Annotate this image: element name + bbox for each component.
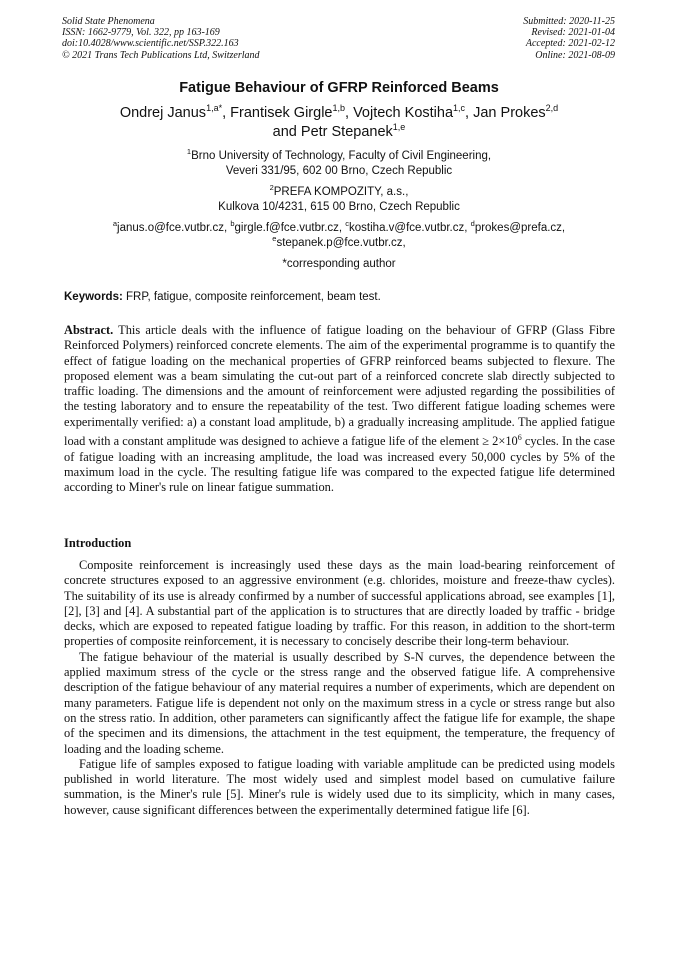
journal-name: Solid State Phenomena [62, 16, 155, 27]
author-name: and Petr Stepanek [272, 124, 393, 140]
abstract-paragraph [64, 323, 615, 495]
abstract-text-continued: cycles. In the case of fatigue loading with an increasing amplitude, the load was increased every 50,000 cycles by 5% of the maximum load in the cycle. The resulting fatigue life was compared to the expected fatigue life determined according to Miner's rule on linear fatigue summation. [64, 434, 615, 495]
author-list [40, 104, 638, 142]
author-separator: , [345, 105, 354, 121]
email-mark: a [112, 219, 118, 229]
affiliation-mark: 2 [269, 183, 274, 193]
affiliation-2 [40, 185, 638, 215]
paper-title: Fatigue Behaviour of GFRP Reinforced Beams [179, 80, 499, 96]
author-affiliation-mark: 1,b [332, 103, 345, 114]
keywords-text: FRP, fatigue, composite reinforcement, beam test. [122, 291, 381, 303]
author-name: Vojtech Kostiha [353, 105, 454, 121]
author-name: Jan Prokes [473, 105, 546, 121]
email-link[interactable]: prokes@prefa.cz, [474, 222, 566, 234]
issn-line: ISSN: 1662-9779, Vol. 322, pp 163-169 [62, 27, 220, 39]
copyright-line: © 2021 Trans Tech Publications Ltd, Switzerland [62, 49, 260, 61]
author-affiliation-mark: 1,c [453, 103, 466, 114]
email-link[interactable]: girgle.f@fce.vutbr.cz, [234, 222, 346, 234]
introduction-heading: Introduction [64, 536, 132, 550]
affiliation-address: Veveri 331/95, 602 00 Brno, Czech Republic [225, 165, 453, 177]
author-name: Ondrej Janus [119, 105, 207, 121]
abstract-text: This article deals with the influence of fatigue loading on the behaviour of GFRP (Glass Fibre Reinforced Polymers) reinforced concrete elements. The aim of the experimental programme is to quantify the effect of fatigue loading on the mechanical properties of GFRP reinforced beams subjected to flexure. The proposed element was a beam simulating the cut-out part of a reinforced concrete slab directly subjected to traffic loading. The dimensions and the amount of reinforcement were adjusted regarding the possibilities of the testing laboratory and to ensure the repeatability of the test. Two different fatigue loading schemes were experimentally verified: a) a constant load amplitude, b) a gradually increasing amplitude. The applied fatigue load with a constant amplitude was designed to achieve a fatigue life of the element ≥ 2×10 [64, 323, 615, 449]
journal-header [62, 16, 260, 61]
affiliation-1 [40, 149, 638, 179]
affiliation-address: Kulkova 10/4231, 615 00 Brno, Czech Republic [218, 201, 460, 213]
revised-date: Revised: 2021-01-04 [531, 27, 615, 39]
author-affiliation-mark: 2,d [545, 103, 559, 114]
author-affiliation-mark: 1,e [392, 122, 406, 133]
body-paragraph: The fatigue behaviour of the material is usually described by S-N curves, the dependence between the applied maximum stress of the cycle or the stress range and the observed fatigue life. A comprehensive description of the fatigue behaviour of any material requires a number of experiments, which are dependent on many parameters. Fatigue life is dependent not only on the maximum stress in a cycle or stress range but also on the stress ratio. In addition, other parameters can significantly affect the fatigue life for example, the shape of the specimen and its dimensions, the attachment in the test equipment, the temperature, the frequency of loading and the loading scheme. [64, 649, 615, 756]
accepted-date: Accepted: 2021-02-12 [525, 38, 615, 50]
email-link[interactable]: janus.o@fce.vutbr.cz, [117, 222, 231, 234]
email-mark: b [230, 219, 235, 229]
dates-header [523, 16, 615, 61]
body-paragraph: Composite reinforcement is increasingly used these days as the main load-bearing reinforcement of concrete structures exposed to an aggressive environment (e.g. chlorides, moisture and freeze-thaw cycles). The suitability of its use is already confirmed by a number of successful applications abroad, see examples [1], [2], [3] and [4]. A substantial part of the application is to structures that are directly loaded by traffic - bridge decks, which are exposed to repeated fatigue loading by traffic. For this reason, in addition to the short-term properties of composite reinforcement, it is necessary to concisely describe their long-term behaviour. [64, 558, 615, 649]
email-link[interactable]: stepanek.p@fce.vutbr.cz, [276, 237, 406, 249]
affiliation-mark: 1 [186, 147, 192, 157]
author-name: Frantisek Girgle [230, 105, 333, 121]
email-mark: c [345, 219, 350, 229]
abstract-exponent: 6 [517, 433, 522, 443]
author-affiliation-mark: 1,a* [206, 103, 223, 114]
email-link[interactable]: kostiha.v@fce.vutbr.cz, [349, 222, 471, 234]
email-mark: e [272, 234, 277, 244]
doi-line: doi:10.4028/www.scientific.net/SSP.322.163 [62, 38, 239, 50]
body-paragraph: Fatigue life of samples exposed to fatigue loading with variable amplitude can be predicted using models published in world literature. The most widely used and simplest model based on cumulative failure summation, is the Miner's rule [5]. Miner's rule is widely used due to its simplicity, which in many cases, however, cause significant differences between the experimentally determined fatigue life [6]. [64, 756, 615, 817]
author-separator: , [465, 105, 474, 121]
keywords-label: Keywords: [64, 291, 123, 303]
abstract-label: Abstract. [64, 323, 114, 337]
keywords-line [64, 291, 616, 303]
online-date: Online: 2021-08-09 [535, 49, 615, 61]
affiliation-line: PREFA KOMPOZITY, a.s., [273, 186, 409, 198]
corresponding-author-note: *corresponding author [282, 258, 396, 270]
email-mark: d [470, 219, 475, 229]
email-list [40, 221, 638, 251]
introduction-body [64, 558, 615, 818]
submitted-date: Submitted: 2020-11-25 [523, 16, 615, 27]
affiliation-line: Brno University of Technology, Faculty of Civil Engineering, [191, 150, 492, 162]
author-separator: , [222, 105, 231, 121]
